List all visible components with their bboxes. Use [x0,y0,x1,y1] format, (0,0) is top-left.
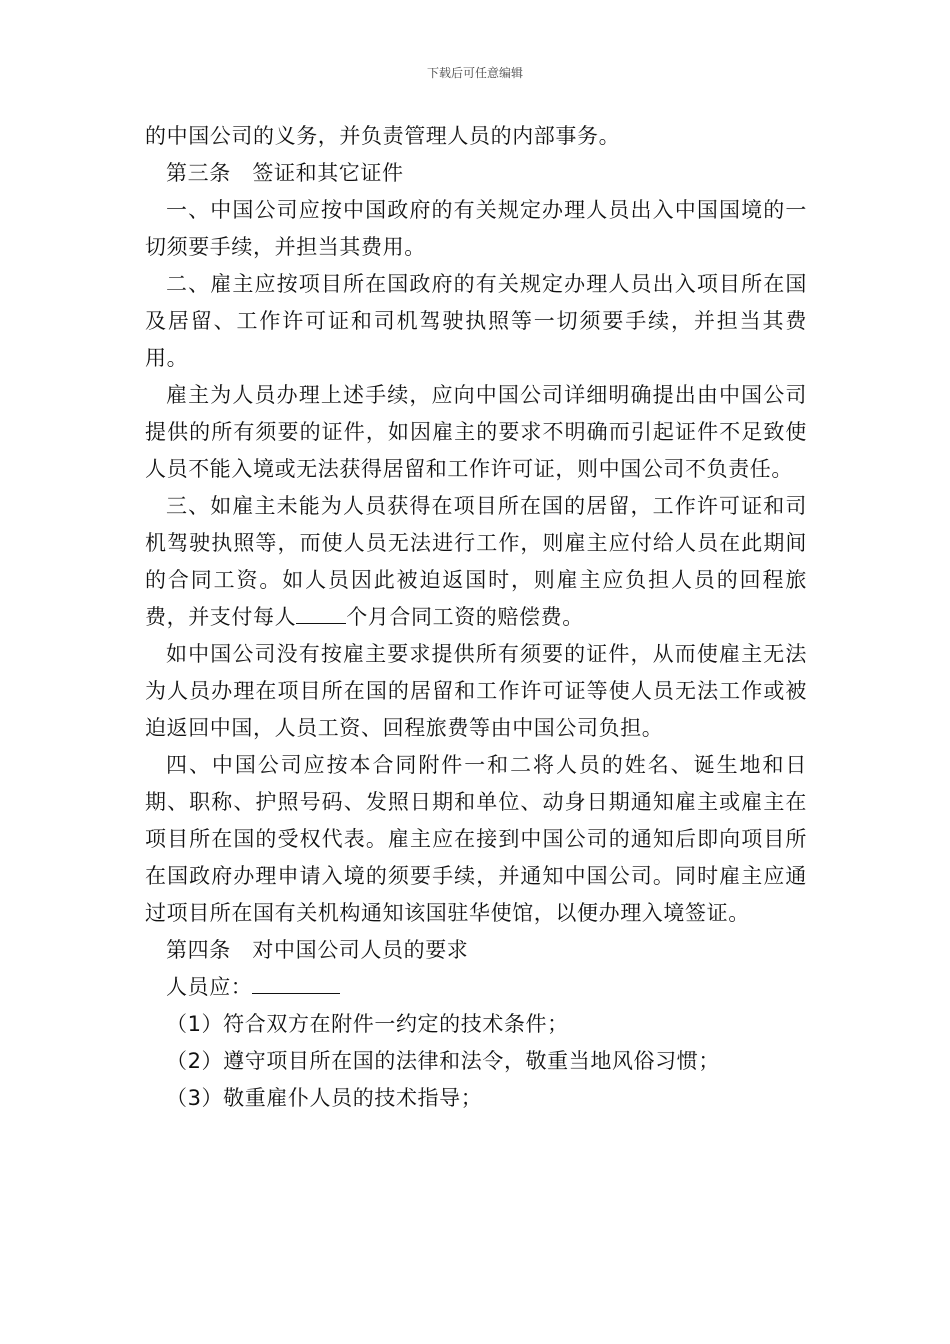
article-3-clause-3-note: 如中国公司没有按雇主要求提供所有须要的证件，从而使雇主无法为人员办理在项目所在国的居留和工作许可证等使人员无法工作或被迫返回中国，人员工资、回程旅费等由中国公司负担。 [145,642,807,740]
requirement-item: （3）敬重雇仆人员的技术指导； [166,1086,483,1110]
requirement-item: （2）遵守项目所在国的法律和法令，敬重当地风俗习惯； [166,1049,720,1073]
clause-3-text-start: 三、如雇主未能为人员获得在项目所在国的居留，工作许可证和司机驾驶执照等，而使人员无法进行工作，则雇主应付给人员在此期间的合同工资。如人员因此被迫返国时，则雇主应负担人员的回程旅费，并支付每人 [145,494,807,629]
requirements-label: 人员应： [166,975,253,999]
article-3-clause-2-note: 雇主为人员办理上述手续，应向中国公司详细明确提出由中国公司提供的所有须要的证件，如因雇主的要求不明确而引起证件不足致使人员不能入境或无法获得居留和工作许可证，则中国公司不负责任。 [145,383,807,481]
article-3-clause-3 [145,488,807,636]
page-header-note: 下载后可任意编辑 [426,66,523,80]
personnel-requirements-intro [145,969,807,1006]
article-3-clause-4: 四、中国公司应按本合同附件一和二将人员的姓名、诞生地和日期、职称、护照号码、发照日期和单位、动身日期通知雇主或雇主在项目所在国的受权代表。雇主应在接到中国公司的通知后即向项目所在国政府办理申请入境的须要手续，并通知中国公司。同时雇主应通过项目所在国有关机构通知该国驻华使馆，以便办理入境签证。 [145,753,807,925]
article-3-clause-1: 一、中国公司应按中国政府的有关规定办理人员出入中国国境的一切须要手续，并担当其费用。 [145,198,807,259]
requirement-item: （1）符合双方在附件一约定的技术条件； [166,1012,569,1036]
article-3-clause-2: 二、雇主应按项目所在国政府的有关规定办理人员出入项目所在国及居留、工作许可证和司机驾驶执照等一切须要手续，并担当其费用。 [145,272,807,370]
article-3-heading: 第三条 签证和其它证件 [166,161,404,185]
clause-3-text-end: 个月合同工资的赔偿费。 [346,605,584,629]
paragraph-continuation: 的中国公司的义务，并负责管理人员的内部事务。 [145,124,621,148]
fill-in-blank [296,600,346,624]
article-4-heading: 第四条 对中国公司人员的要求 [166,938,469,962]
document-body [145,118,807,1117]
fill-in-blank [252,970,340,994]
